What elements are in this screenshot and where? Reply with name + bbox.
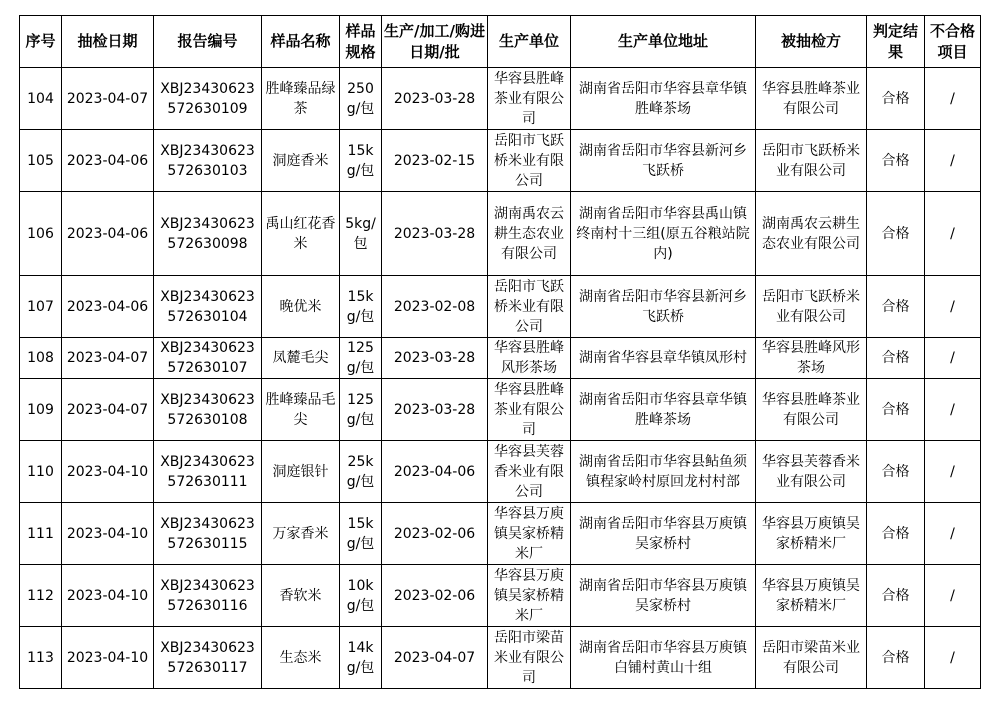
cell-sample-date: 2023-04-10 [62,503,154,565]
cell-report-no: XBJ23430623572630111 [154,441,262,503]
inspection-table [19,15,981,689]
cell-fail-item: / [925,276,981,338]
cell-spec: 14kg/包 [340,627,382,689]
header-report-no: 报告编号 [154,16,262,68]
cell-sample-name: 胜峰臻品绿茶 [262,68,340,130]
header-producer: 生产单位 [488,16,571,68]
cell-result: 合格 [867,130,925,192]
cell-producer-addr: 湖南省岳阳市华容县万庾镇吴家桥村 [571,503,756,565]
cell-seq: 108 [20,338,62,379]
cell-result: 合格 [867,68,925,130]
table-row [20,68,981,130]
cell-producer-addr: 湖南省岳阳市华容县禹山镇终南村十三组(原五谷粮站院内) [571,192,756,276]
header-spec: 样品规格 [340,16,382,68]
cell-producer-addr: 湖南省岳阳市华容县新河乡飞跃桥 [571,276,756,338]
table-row [20,192,981,276]
cell-sample-date: 2023-04-10 [62,565,154,627]
cell-sample-date: 2023-04-06 [62,130,154,192]
cell-sample-date: 2023-04-10 [62,627,154,689]
header-sample-date: 抽检日期 [62,16,154,68]
cell-producer-addr: 湖南省岳阳市华容县章华镇胜峰茶场 [571,68,756,130]
cell-result: 合格 [867,379,925,441]
cell-inspected: 湖南禹农云耕生态农业有限公司 [756,192,867,276]
cell-inspected: 岳阳市飞跃桥米业有限公司 [756,130,867,192]
cell-prod-date: 2023-03-28 [382,192,488,276]
cell-inspected: 华容县万庾镇吴家桥精米厂 [756,503,867,565]
cell-sample-date: 2023-04-07 [62,338,154,379]
header-seq: 序号 [20,16,62,68]
header-producer-addr: 生产单位地址 [571,16,756,68]
cell-prod-date: 2023-02-15 [382,130,488,192]
cell-sample-name: 晚优米 [262,276,340,338]
table-row [20,565,981,627]
cell-sample-date: 2023-04-06 [62,276,154,338]
cell-spec: 25kg/包 [340,441,382,503]
cell-sample-date: 2023-04-07 [62,379,154,441]
cell-result: 合格 [867,565,925,627]
table-row [20,441,981,503]
table-row [20,379,981,441]
cell-inspected: 华容县芙蓉香米业有限公司 [756,441,867,503]
cell-producer-addr: 湖南省岳阳市华容县新河乡飞跃桥 [571,130,756,192]
header-sample-name: 样品名称 [262,16,340,68]
cell-inspected: 华容县胜峰茶业有限公司 [756,379,867,441]
header-fail-item: 不合格项目 [925,16,981,68]
cell-prod-date: 2023-04-06 [382,441,488,503]
cell-sample-name: 洞庭银针 [262,441,340,503]
cell-spec: 125g/包 [340,379,382,441]
cell-producer: 湖南禹农云耕生态农业有限公司 [488,192,571,276]
table-row [20,338,981,379]
cell-spec: 15kg/包 [340,276,382,338]
cell-producer: 华容县胜峰茶业有限公司 [488,379,571,441]
cell-seq: 104 [20,68,62,130]
cell-prod-date: 2023-02-06 [382,503,488,565]
cell-report-no: XBJ23430623572630107 [154,338,262,379]
cell-sample-name: 凤麓毛尖 [262,338,340,379]
cell-inspected: 华容县胜峰风形茶场 [756,338,867,379]
header-inspected: 被抽检方 [756,16,867,68]
cell-prod-date: 2023-03-28 [382,338,488,379]
cell-sample-date: 2023-04-07 [62,68,154,130]
cell-report-no: XBJ23430623572630115 [154,503,262,565]
cell-fail-item: / [925,565,981,627]
table-row [20,503,981,565]
table-body [20,68,981,689]
cell-spec: 250g/包 [340,68,382,130]
header-prod-date: 生产/加工/购进日期/批 [382,16,488,68]
cell-result: 合格 [867,503,925,565]
cell-spec: 15kg/包 [340,503,382,565]
cell-result: 合格 [867,338,925,379]
table-row [20,276,981,338]
cell-result: 合格 [867,276,925,338]
cell-spec: 5kg/包 [340,192,382,276]
cell-sample-name: 洞庭香米 [262,130,340,192]
cell-prod-date: 2023-02-06 [382,565,488,627]
cell-sample-name: 生态米 [262,627,340,689]
cell-report-no: XBJ23430623572630098 [154,192,262,276]
cell-fail-item: / [925,441,981,503]
cell-producer: 岳阳市飞跃桥米业有限公司 [488,276,571,338]
cell-sample-date: 2023-04-10 [62,441,154,503]
cell-producer: 岳阳市飞跃桥米业有限公司 [488,130,571,192]
cell-prod-date: 2023-03-28 [382,379,488,441]
cell-fail-item: / [925,627,981,689]
cell-producer-addr: 湖南省岳阳市华容县鲇鱼须镇程家岭村原回龙村村部 [571,441,756,503]
cell-seq: 112 [20,565,62,627]
cell-fail-item: / [925,338,981,379]
cell-sample-name: 香软米 [262,565,340,627]
cell-report-no: XBJ23430623572630109 [154,68,262,130]
cell-producer: 岳阳市梁苗米业有限公司 [488,627,571,689]
cell-seq: 106 [20,192,62,276]
cell-report-no: XBJ23430623572630104 [154,276,262,338]
cell-fail-item: / [925,503,981,565]
cell-producer-addr: 湖南省岳阳市华容县章华镇胜峰茶场 [571,379,756,441]
header-result: 判定结果 [867,16,925,68]
cell-report-no: XBJ23430623572630116 [154,565,262,627]
cell-seq: 109 [20,379,62,441]
cell-result: 合格 [867,192,925,276]
cell-seq: 105 [20,130,62,192]
cell-sample-name: 禹山红花香米 [262,192,340,276]
cell-prod-date: 2023-04-07 [382,627,488,689]
cell-result: 合格 [867,627,925,689]
cell-fail-item: / [925,68,981,130]
cell-spec: 125g/包 [340,338,382,379]
cell-sample-name: 胜峰臻品毛尖 [262,379,340,441]
cell-producer-addr: 湖南省华容县章华镇凤形村 [571,338,756,379]
cell-inspected: 岳阳市梁苗米业有限公司 [756,627,867,689]
table-row [20,130,981,192]
cell-producer: 华容县胜峰茶业有限公司 [488,68,571,130]
cell-seq: 111 [20,503,62,565]
table-header-row [20,16,981,68]
cell-prod-date: 2023-03-28 [382,68,488,130]
cell-spec: 15kg/包 [340,130,382,192]
cell-report-no: XBJ23430623572630108 [154,379,262,441]
cell-prod-date: 2023-02-08 [382,276,488,338]
cell-sample-date: 2023-04-06 [62,192,154,276]
cell-inspected: 岳阳市飞跃桥米业有限公司 [756,276,867,338]
cell-result: 合格 [867,441,925,503]
cell-inspected: 华容县胜峰茶业有限公司 [756,68,867,130]
cell-seq: 107 [20,276,62,338]
cell-producer: 华容县万庾镇吴家桥精米厂 [488,565,571,627]
cell-report-no: XBJ23430623572630103 [154,130,262,192]
cell-producer-addr: 湖南省岳阳市华容县万庾镇吴家桥村 [571,565,756,627]
cell-report-no: XBJ23430623572630117 [154,627,262,689]
cell-producer-addr: 湖南省岳阳市华容县万庾镇白铺村黄山十组 [571,627,756,689]
cell-fail-item: / [925,379,981,441]
cell-producer: 华容县芙蓉香米业有限公司 [488,441,571,503]
cell-producer: 华容县万庾镇吴家桥精米厂 [488,503,571,565]
cell-sample-name: 万家香米 [262,503,340,565]
cell-fail-item: / [925,130,981,192]
cell-producer: 华容县胜峰风形茶场 [488,338,571,379]
cell-seq: 113 [20,627,62,689]
table-row [20,627,981,689]
cell-seq: 110 [20,441,62,503]
cell-inspected: 华容县万庾镇吴家桥精米厂 [756,565,867,627]
cell-spec: 10kg/包 [340,565,382,627]
cell-fail-item: / [925,192,981,276]
